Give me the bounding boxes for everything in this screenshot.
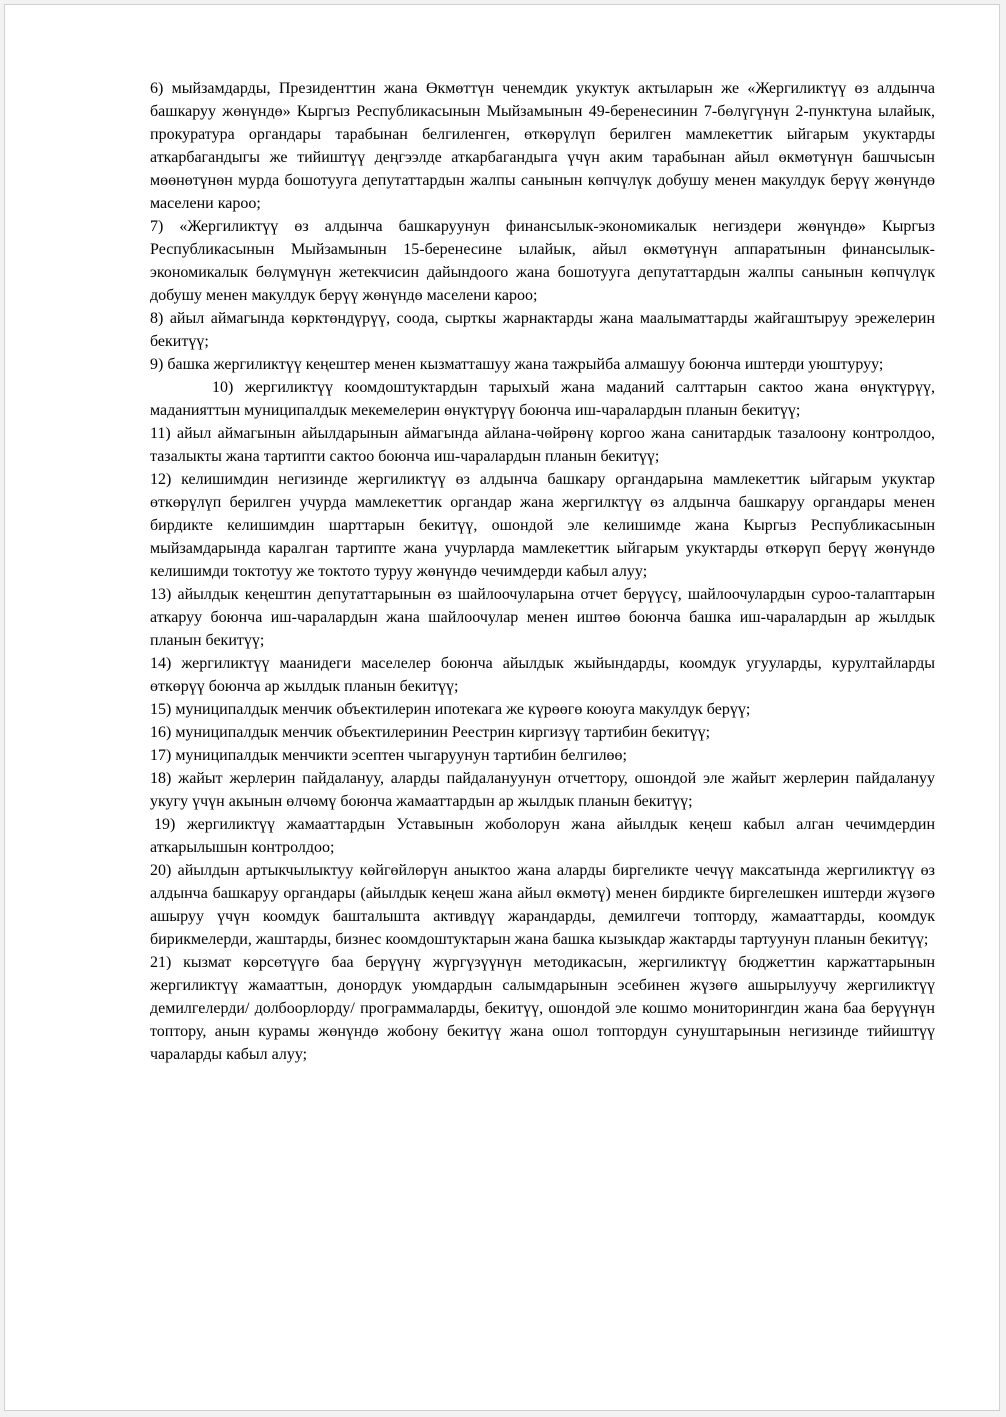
document-page [4,4,1000,1411]
list-item-7: 7) «Жергиликтүү өз алдынча башкаруунун финансылык-экономикалык негиздери жөнүндө» Кыргыз Республикасынын Мыйзамынын 15-беренесине ылайык, айыл өкмөтүнүн аппаратынын финансылык-экономикалык бөлүмүнүн жетекчисин дайындоого жана бошотууга депутаттардын жалпы санынын көпчүлүк добушу менен макулдук берүү жөнүндө маселени кароо; [150,218,935,304]
list-item-8: 8) айыл аймагында көрктөндүрүү, соода, сырткы жарнактарды жана маалыматтарды жайгаштыруу эрежелерин бекитүү; [150,310,935,350]
list-item-19: 19) жергиликтүү жамааттардын Уставынын жоболорун жана айылдык кеңеш кабыл алган чечимдердин аткарылышын контролдоо; [150,816,935,856]
list-item-17: 17) муниципалдык менчикти эсептен чыгаруунун тартибин белгилөө; [150,747,627,764]
list-item-18: 18) жайыт жерлерин пайдалануу, аларды пайдалануунун отчеттору, ошондой эле жайыт жерлерин пайдалануу укугу үчүн акынын өлчөмү боюнча жамааттардын ар жылдык планын бекитүү; [150,770,935,810]
list-item-10: 10) жергиликтүү коомдоштуктардын тарыхый жана маданий салттарын сактоо жана өнүктүрүү, маданияттын муниципалдык мекемелерин өнүктүрүү боюнча иш-чаралардын планын бекитүү; [150,379,935,419]
list-item-14: 14) жергиликтүү маанидеги маселелер боюнча айылдык жыйындарды, коомдук угууларды, курултайларды өткөрүү боюнча ар жылдык планын бекитүү; [150,655,935,695]
list-item-20: 20) айылдын артыкчылыктуу көйгөйлөрүн аныктоо жана аларды биргеликте чечүү максатында жергиликтүү өз алдынча башкаруу органдары (айылдык кеңеш жана айыл өкмөтү) менен бирдикте биргелешкен иштерди жүзөгө ашыруу үчүн коомдук башталышта активдүү жарандарды, демилгечи топторду, жамааттарды, коомдук бирикмелерди, жаштарды, бизнес коомдоштуктарын жана башка кызыкдар жактарды тартуунун планын бекитүү; [150,862,935,948]
list-item-13: 13) айылдык кеңештин депутаттарынын өз шайлоочуларына отчет берүүсү, шайлоочулардын суроо-талаптарын аткаруу боюнча иш-чаралардын жана шайлоочулар менен иштөө боюнча башка иш-чаралардын ар жылдык планын бекитүү; [150,586,935,649]
list-item-11: 11) айыл аймагынын айылдарынын аймагында айлана-чөйрөнү коргоо жана санитардык тазалоону контролдоо, тазалыкты жана тартипти сактоо боюнча иш-чаралардын планын бекитүү; [150,425,935,465]
list-item-16: 16) муниципалдык менчик объектилеринин Реестрин киргизүү тартибин бекитүү; [150,724,711,741]
list-item-21: 21) кызмат көрсөтүүгө баа берүүнү жүргүзүүнүн методикасын, жергиликтүү бюджеттин каржаттарынын жергиликтүү жамааттын, донордук уюмдардын салымдарынын эсебинен жүзөгө ашырылуучу жергиликтүү демилгелерди/ долбоорлорду/ программаларды, бекитүү, ошондой эле кошмо мониторингдин жана баа берүүнүн топтору, анын курамы жөнүндө жобону бекитүү жана ошол топтордун сунуштарынын негизинде тийиштүү чараларды кабыл алуу; [150,954,935,1063]
document-body [150,77,935,1066]
list-item-9: 9) башка жергиликтүү кеңештер менен кызматташуу жана тажрыйба алмашуу боюнча иштерди уюштуруу; [150,356,884,373]
list-item-15: 15) муниципалдык менчик объектилерин ипотекага же күрөөгө коюуга макулдук берүү; [150,701,751,718]
list-item-12: 12) келишимдин негизинде жергиликтүү өз алдынча башкару органдарына мамлекеттик ыйгарым укуктар өткөрүлүп берилген учурда мамлекеттик органдар жана жергилктүү өз алдынча башкаруу органдары менен бирдикте келишимдин шарттарын бекитүү, ошондой эле келишимде жана Кыргыз Республикасынын мыйзамдарында каралган тартипте жана учурларда мамлекеттик ыйгарым укуктарды өткөрүп берүү жөнүндө келишимди токтотуу же токтото туруу жөнүндө чечимдерди кабыл алуу; [150,471,935,580]
list-item-6: 6) мыйзамдарды, Президенттин жана Өкмөттүн ченемдик укуктук актыларын же «Жергиликтүү өз алдынча башкаруу жөнүндө» Кыргыз Республикасынын Мыйзамынын 49-беренесинин 7-бөлүгүнүн 2-пунктуна ылайык, прокуратура органдары тарабынан белгиленген, өткөрүлүп берилген мамлекеттик ыйгарым укуктарды аткарбагандыгы же тийиштүү деңгээлде аткарбагандыга үчүн аким тарабынан айыл өкмөтүнүн башчысын мөөнөтүнөн мурда бошотууга депутаттардын жалпы санынын көпчүлүк добушу менен макулдук берүү жөнүндө маселени кароо; [150,80,935,212]
